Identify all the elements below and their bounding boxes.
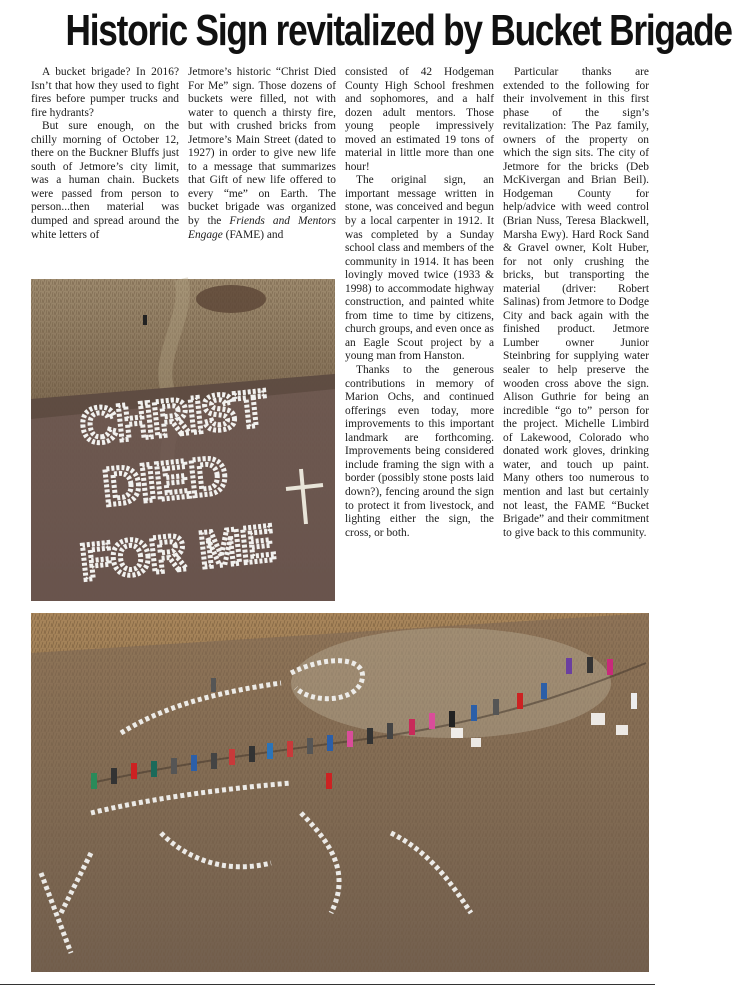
sign-text-line2: DIED: [100, 446, 230, 517]
paragraph: A bucket brigade? In 2016? Isn’t that how they used to fight fires before pumper trucks and fire hydrants?: [31, 66, 179, 119]
paragraph-text: (FAME) and: [222, 228, 284, 241]
paragraph-text: Jetmore’s historic “Christ Died For Me” sign. Those dozens of buckets were filled, not with water to quench a thirsty fire, but with crushed bricks from Jetmore’s Main Street (dated to 1927) in order to give new life to a message that summarizes that Gift of new life offered to every “me” on Earth. The bucket brigade was organized by the: [188, 66, 336, 228]
paragraph: Thanks to the generous contributions in memory of Marion Ochs, and continued offerings even today, more improvements to this important landmark are forthcoming. Improvements being considered include framing the sign with a border (possibly stone posts laid down?), fencing around the sign to protect it from livestock, and lighting either the sign, the cross, or both.: [345, 364, 494, 539]
organization-name: Friends and Mentors Engage: [188, 215, 336, 241]
article-column-3: [345, 66, 494, 606]
page-bottom-rule: [0, 984, 655, 985]
sign-text-line1: CHRIST: [78, 379, 269, 455]
paragraph: [188, 66, 336, 242]
sign-photo: [31, 279, 335, 601]
bucket-brigade-photo: [31, 613, 649, 972]
article-column-4: [503, 66, 649, 606]
paragraph: But sure enough, on the chilly morning of October 12, there on the Buckner Bluffs just south of Jetmore’s city limit, was a human chain. Buckets were passed from person to person...then material was dumped and spread around the white letters of: [31, 120, 179, 241]
paragraph: The original sign, an important message written in stone, was conceived and begun by a local carpenter in 1912. It was completed by a Sunday school class and members of the community in 1914. It has been lovingly moved twice (1933 & 1998) to accommodate highway construction, and painted white from time to time by citizens, church groups, and even once as an Eagle Scout project by a young man from Hanston.: [345, 174, 494, 363]
sign-text-line3: FOR ME: [78, 514, 278, 591]
article-column-2: [188, 66, 336, 276]
paragraph: consisted of 42 Hodgeman County High School freshmen and sophomores, and a half dozen adult mentors. Those young people impressively moved an estimated 19 tons of material in little more than one hour!: [345, 66, 494, 173]
article-column-1: [31, 66, 179, 276]
paragraph: Particular thanks are extended to the following for their involvement in this first phase of the sign’s revitalization: The Paz family, owners of the property on which the sign sits. The city of Jetmore for the bricks (Deb McKivergan and Brian Beil). Hodgeman County for help/advice with weed control (Brian Nuss, Teresa Blackwell, Marsha Ewy). Hard Rock Sand & Gravel owner, Kolt Huber, for not only crushing the bricks, but transporting the material (driver: Robert Salinas) from Jetmore to Dodge City and back again with the finished product. Jetmore Lumber owner Junior Steinbring for supplying water sealer to help preserve the wooden cross above the sign. Alison Guthrie for being an incredible “go to” person for the project. Michelle Limbird of Lakewood, Colorado who donated work gloves, drinking water, and touch up paint. Many others too numerous to mention and last but certainly not least, the FAME “Bucket Brigade” and their commitment to give back to this community.: [503, 66, 649, 539]
headline: Historic Sign revitalized by Bucket Brigade: [65, 6, 732, 55]
